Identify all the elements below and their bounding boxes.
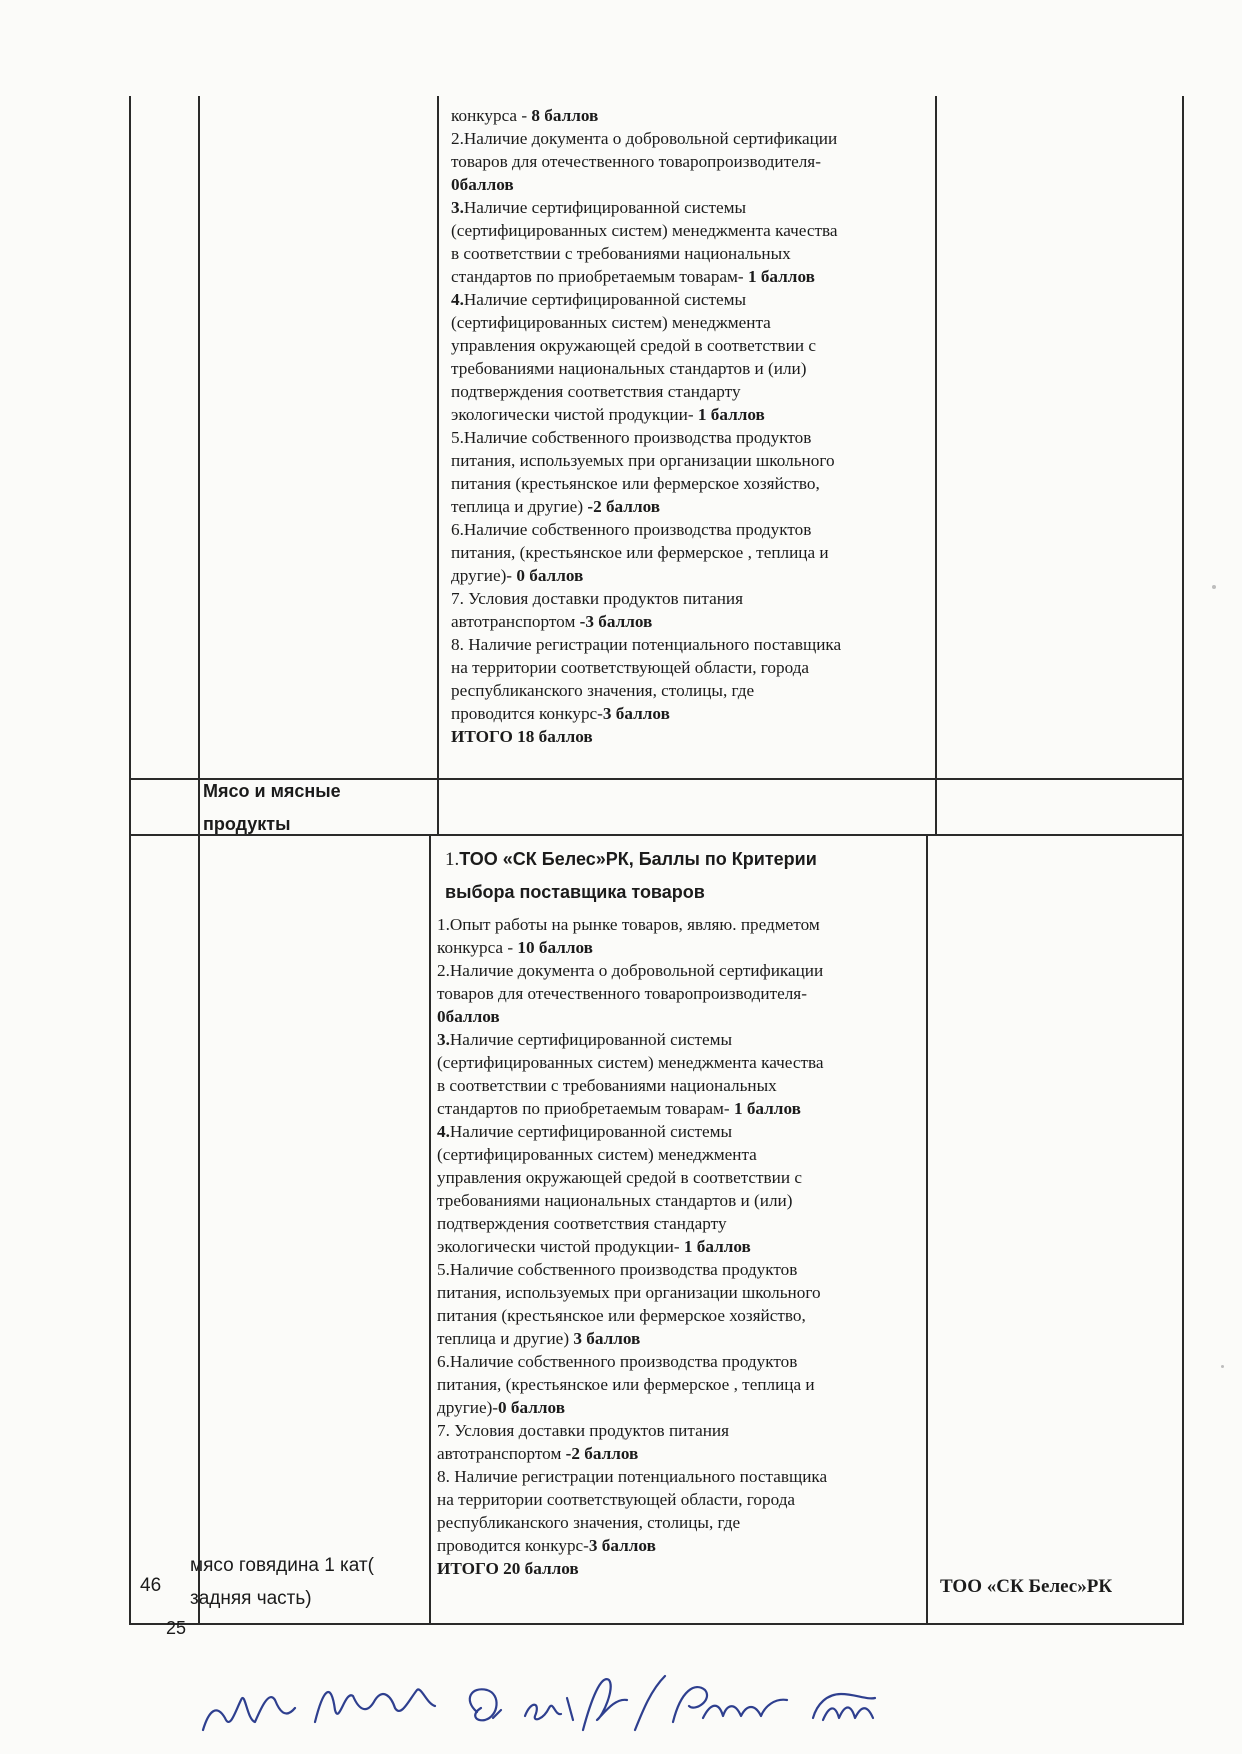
criteria-line (437, 936, 827, 959)
score-value: ИТОГО 20 баллов (437, 1559, 579, 1578)
criteria-text: требованиями национальных стандартов и (или) (437, 1191, 793, 1210)
criteria-line (451, 472, 841, 495)
criteria-line (437, 982, 827, 1005)
criteria-line (451, 449, 841, 472)
supplier-name: ТОО «СК Белес»РК (940, 1576, 1113, 1597)
signature-4 (525, 1698, 573, 1720)
criteria-text: 5.Наличие собственного производства продуктов (437, 1260, 798, 1279)
category-line-1: Мясо и мясные (203, 781, 341, 801)
scan-speck (1221, 1365, 1224, 1368)
criteria-heading (445, 843, 817, 909)
criteria-line (437, 959, 827, 982)
criteria-line (451, 633, 841, 656)
col-rule-criteria-upper (935, 96, 937, 835)
criteria-line (451, 242, 841, 265)
criteria-text: республиканского значения, столицы, где (437, 1513, 741, 1532)
criteria-line (437, 1074, 827, 1097)
signatures-image (195, 1660, 985, 1752)
criteria-text: (сертифицированных систем) менеджмента (451, 313, 771, 332)
criteria-text: управления окружающей средой в соответствии с (437, 1168, 802, 1187)
score-value: 1 баллов (733, 1099, 801, 1118)
criteria-line (437, 1028, 827, 1051)
criteria-text: 6.Наличие собственного производства продуктов (451, 520, 812, 539)
criteria-line (437, 1488, 827, 1511)
criteria-line (437, 1212, 827, 1235)
col-rule-number (198, 96, 200, 1624)
score-value: 0баллов (451, 175, 514, 194)
score-value: 4. (437, 1122, 450, 1141)
row-rule-table-bottom (129, 1623, 1184, 1625)
criteria-text: теплица и другие) (437, 1329, 574, 1348)
criteria-line (451, 495, 841, 518)
criteria-text: другие)- (437, 1398, 499, 1417)
col-rule-left (129, 96, 131, 1624)
criteria-text: управления окружающей средой в соответствии с (451, 336, 816, 355)
product-name-line-1: мясо говядина 1 кат( (190, 1555, 374, 1576)
score-value: 3 баллов (573, 1329, 641, 1348)
criteria-line (451, 725, 841, 748)
criteria-heading-text: ТОО «СК Белес»РК, Баллы по Критерии (459, 849, 817, 869)
score-value: 8 баллов (531, 106, 599, 125)
criteria-line (451, 127, 841, 150)
criteria-line (437, 1120, 827, 1143)
criteria-line (437, 1419, 827, 1442)
criteria-text: республиканского значения, столицы, где (451, 681, 755, 700)
criteria-line (437, 1005, 827, 1028)
criteria-text: экологически чистой продукции- (451, 405, 698, 424)
signature-5 (583, 1676, 665, 1730)
criteria-text: автотранспортом (437, 1444, 566, 1463)
criteria-line (437, 1304, 827, 1327)
criteria-line (437, 1373, 827, 1396)
criteria-text: на территории соответствующей области, города (437, 1490, 796, 1509)
criteria-text: товаров для отечественного товаропроизводителя- (437, 984, 807, 1003)
criteria-text: 7. Условия доставки продуктов питания (437, 1421, 730, 1440)
criteria-text: питания, используемых при организации школьного (437, 1283, 821, 1302)
criteria-text: 6.Наличие собственного производства продуктов (437, 1352, 798, 1371)
score-value: 0 баллов (498, 1398, 565, 1417)
criteria-line (437, 1465, 827, 1488)
criteria-line (437, 1235, 827, 1258)
criteria-text: (сертифицированных систем) менеджмента качества (437, 1053, 824, 1072)
criteria-heading-prefix: 1. (445, 849, 460, 870)
criteria-text: 2.Наличие документа о добровольной сертификации (437, 961, 824, 980)
criteria-line (437, 1258, 827, 1281)
criteria-text: на территории соответствующей области, города (451, 658, 810, 677)
criteria-block-row-46 (437, 913, 827, 1580)
criteria-line (451, 679, 841, 702)
score-value: -2 баллов (565, 1444, 639, 1463)
criteria-text: Наличие сертифицированной системы (449, 1122, 733, 1141)
signature-6 (673, 1687, 787, 1722)
criteria-text: 7. Условия доставки продуктов питания (451, 589, 744, 608)
criteria-text: конкурса - (437, 938, 518, 957)
criteria-text: стандартов по приобретаемым товарам- (437, 1099, 734, 1118)
criteria-text: 1.Опыт работы на рынке товаров, являю. предметом (437, 915, 820, 934)
criteria-line (437, 1511, 827, 1534)
criteria-line (437, 1350, 827, 1373)
criteria-line (451, 196, 841, 219)
criteria-line (451, 610, 841, 633)
criteria-text: (сертифицированных систем) менеджмента (437, 1145, 757, 1164)
criteria-text: в соответствии с требованиями национальных (437, 1076, 777, 1095)
criteria-text: питания, (крестьянское или фермерское , теплица и (451, 543, 829, 562)
signature-7 (813, 1694, 875, 1720)
criteria-line (451, 518, 841, 541)
criteria-line (451, 173, 841, 196)
criteria-line (451, 380, 841, 403)
criteria-line (451, 656, 841, 679)
criteria-line (437, 1097, 827, 1120)
score-value: 3. (437, 1030, 450, 1049)
criteria-line (437, 913, 827, 936)
criteria-text: товаров для отечественного товаропроизводителя- (451, 152, 821, 171)
signature-1 (203, 1697, 295, 1730)
score-value: 4. (451, 290, 464, 309)
col-rule-criteria-lower (926, 835, 928, 1624)
criteria-text: питания (крестьянское или фермерское хозяйство, (451, 474, 820, 493)
criteria-line (437, 1327, 827, 1350)
criteria-text: экологически чистой продукции- (437, 1237, 684, 1256)
score-value: 0баллов (437, 1007, 500, 1026)
criteria-text: Наличие сертифицированной системы (463, 198, 747, 217)
score-value: 3. (451, 198, 464, 217)
score-value: 1 баллов (697, 405, 765, 424)
signature-2 (315, 1689, 435, 1722)
criteria-heading-line-1 (445, 843, 817, 876)
criteria-text: питания, используемых при организации школьного (451, 451, 835, 470)
criteria-line (451, 702, 841, 725)
col-rule-right (1182, 96, 1184, 1624)
score-value: ИТОГО 18 баллов (451, 727, 593, 746)
score-value: 3 баллов (602, 704, 670, 723)
criteria-line (451, 426, 841, 449)
product-name-line-2: задняя часть) (190, 1588, 312, 1609)
criteria-line (451, 265, 841, 288)
criteria-text: теплица и другие) (451, 497, 588, 516)
criteria-text: другие)- (451, 566, 517, 585)
criteria-text: автотранспортом (451, 612, 580, 631)
product-name (190, 1549, 374, 1615)
criteria-text: проводится конкурс- (451, 704, 603, 723)
criteria-line (437, 1143, 827, 1166)
criteria-text: в соответствии с требованиями национальных (451, 244, 791, 263)
category-line-2: продукты (203, 814, 291, 834)
criteria-line (437, 1051, 827, 1074)
score-value: 10 баллов (517, 938, 593, 957)
criteria-line (451, 541, 841, 564)
criteria-line (451, 564, 841, 587)
criteria-text: требованиями национальных стандартов и (или) (451, 359, 807, 378)
score-value: -2 баллов (587, 497, 661, 516)
score-value: 3 баллов (588, 1536, 656, 1555)
criteria-text: (сертифицированных систем) менеджмента качества (451, 221, 838, 240)
criteria-text: 2.Наличие документа о добровольной сертификации (451, 129, 838, 148)
score-value: 0 баллов (516, 566, 584, 585)
category-label (203, 775, 341, 841)
col-rule-product-upper (437, 96, 439, 835)
signature-3 (470, 1689, 501, 1720)
criteria-line (437, 1189, 827, 1212)
row-number: 46 (140, 1575, 162, 1596)
score-value: -3 баллов (579, 612, 653, 631)
criteria-line (437, 1281, 827, 1304)
criteria-line (451, 403, 841, 426)
page-number: 25 (166, 1618, 187, 1638)
criteria-text: стандартов по приобретаемым товарам- (451, 267, 748, 286)
criteria-text: питания, (крестьянское или фермерское , теплица и (437, 1375, 815, 1394)
criteria-text: подтверждения соответствия стандарту (437, 1214, 727, 1233)
criteria-line (451, 150, 841, 173)
scan-speck (1212, 585, 1216, 589)
criteria-line (451, 288, 841, 311)
criteria-heading-line-2: выбора поставщика товаров (445, 882, 705, 902)
criteria-line (437, 1166, 827, 1189)
criteria-line (437, 1396, 827, 1419)
criteria-line (437, 1534, 827, 1557)
criteria-line (451, 357, 841, 380)
criteria-line (451, 219, 841, 242)
criteria-text: Наличие сертифицированной системы (449, 1030, 733, 1049)
criteria-text: Наличие сертифицированной системы (463, 290, 747, 309)
col-rule-product-lower (429, 835, 431, 1624)
criteria-text: конкурса - (451, 106, 532, 125)
criteria-line (437, 1442, 827, 1465)
criteria-text: 8. Наличие регистрации потенциального поставщика (437, 1467, 828, 1486)
criteria-text: подтверждения соответствия стандарту (451, 382, 741, 401)
criteria-block-previous-row (451, 104, 841, 748)
criteria-text: проводится конкурс- (437, 1536, 589, 1555)
criteria-line (451, 311, 841, 334)
criteria-text: питания (крестьянское или фермерское хозяйство, (437, 1306, 806, 1325)
criteria-line (451, 587, 841, 610)
criteria-text: 5.Наличие собственного производства продуктов (451, 428, 812, 447)
criteria-line (451, 334, 841, 357)
criteria-text: 8. Наличие регистрации потенциального поставщика (451, 635, 842, 654)
criteria-line (451, 104, 841, 127)
criteria-line (437, 1557, 827, 1580)
score-value: 1 баллов (683, 1237, 751, 1256)
score-value: 1 баллов (747, 267, 815, 286)
